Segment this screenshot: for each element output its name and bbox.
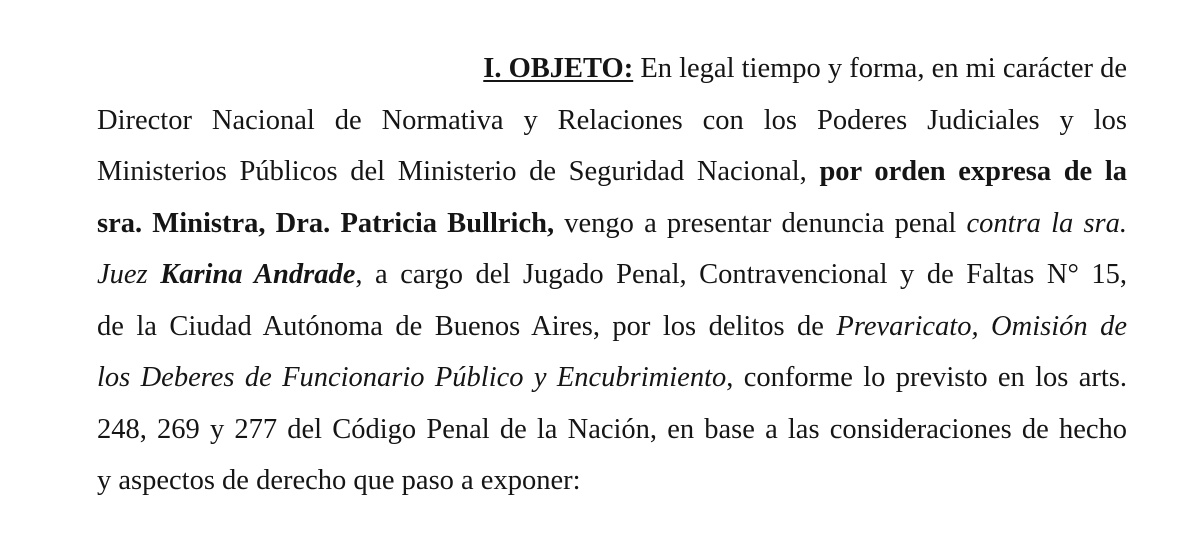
text-run: de la Ciudad Autónoma de Buenos Aires, por los delitos de bbox=[97, 310, 837, 342]
paragraph-line bbox=[97, 404, 1127, 456]
text-run: Prevaricato, Omisión de bbox=[836, 310, 1128, 342]
paragraph-line bbox=[97, 249, 1127, 301]
text-run: Juez bbox=[97, 259, 161, 290]
line-text bbox=[633, 53, 1127, 84]
text-run: En legal tiempo y forma, en mi carácter de bbox=[633, 53, 1127, 84]
objeto-paragraph bbox=[97, 43, 1127, 507]
paragraph-line bbox=[97, 455, 1127, 507]
text-run: los Deberes de Funcionario Público y Encubrimiento bbox=[97, 362, 727, 393]
section-heading: I. OBJETO: bbox=[483, 53, 634, 84]
text-run: , conforme lo previsto en los arts. bbox=[726, 362, 1128, 393]
paragraph-line bbox=[97, 352, 1127, 404]
text-run: sra. Ministra, Dra. Patricia Bullrich, bbox=[97, 207, 555, 239]
text-run: contra la sra. bbox=[966, 207, 1127, 239]
paragraph-line bbox=[97, 146, 1127, 198]
paragraph-line bbox=[97, 95, 1127, 147]
text-run: por orden expresa de la bbox=[819, 156, 1128, 187]
text-run: 248, 269 y 277 del Código Penal de la Nación, en base a las consideraciones de hecho bbox=[97, 413, 1127, 445]
text-run: y aspectos de derecho que paso a exponer: bbox=[97, 465, 581, 496]
paragraph-line bbox=[97, 43, 1127, 95]
text-run: Karina Andrade bbox=[160, 259, 356, 290]
text-run: vengo a presentar denuncia penal bbox=[554, 207, 967, 239]
text-run: , a cargo del Jugado Penal, Contravencional y de Faltas N° 15, bbox=[355, 259, 1127, 290]
paragraph-line bbox=[97, 198, 1127, 250]
paragraph-line bbox=[97, 301, 1127, 353]
text-run: Ministerios Públicos del Ministerio de Seguridad Nacional, bbox=[97, 156, 820, 187]
text-run: Director Nacional de Normativa y Relaciones con los Poderes Judiciales y los bbox=[97, 104, 1127, 136]
